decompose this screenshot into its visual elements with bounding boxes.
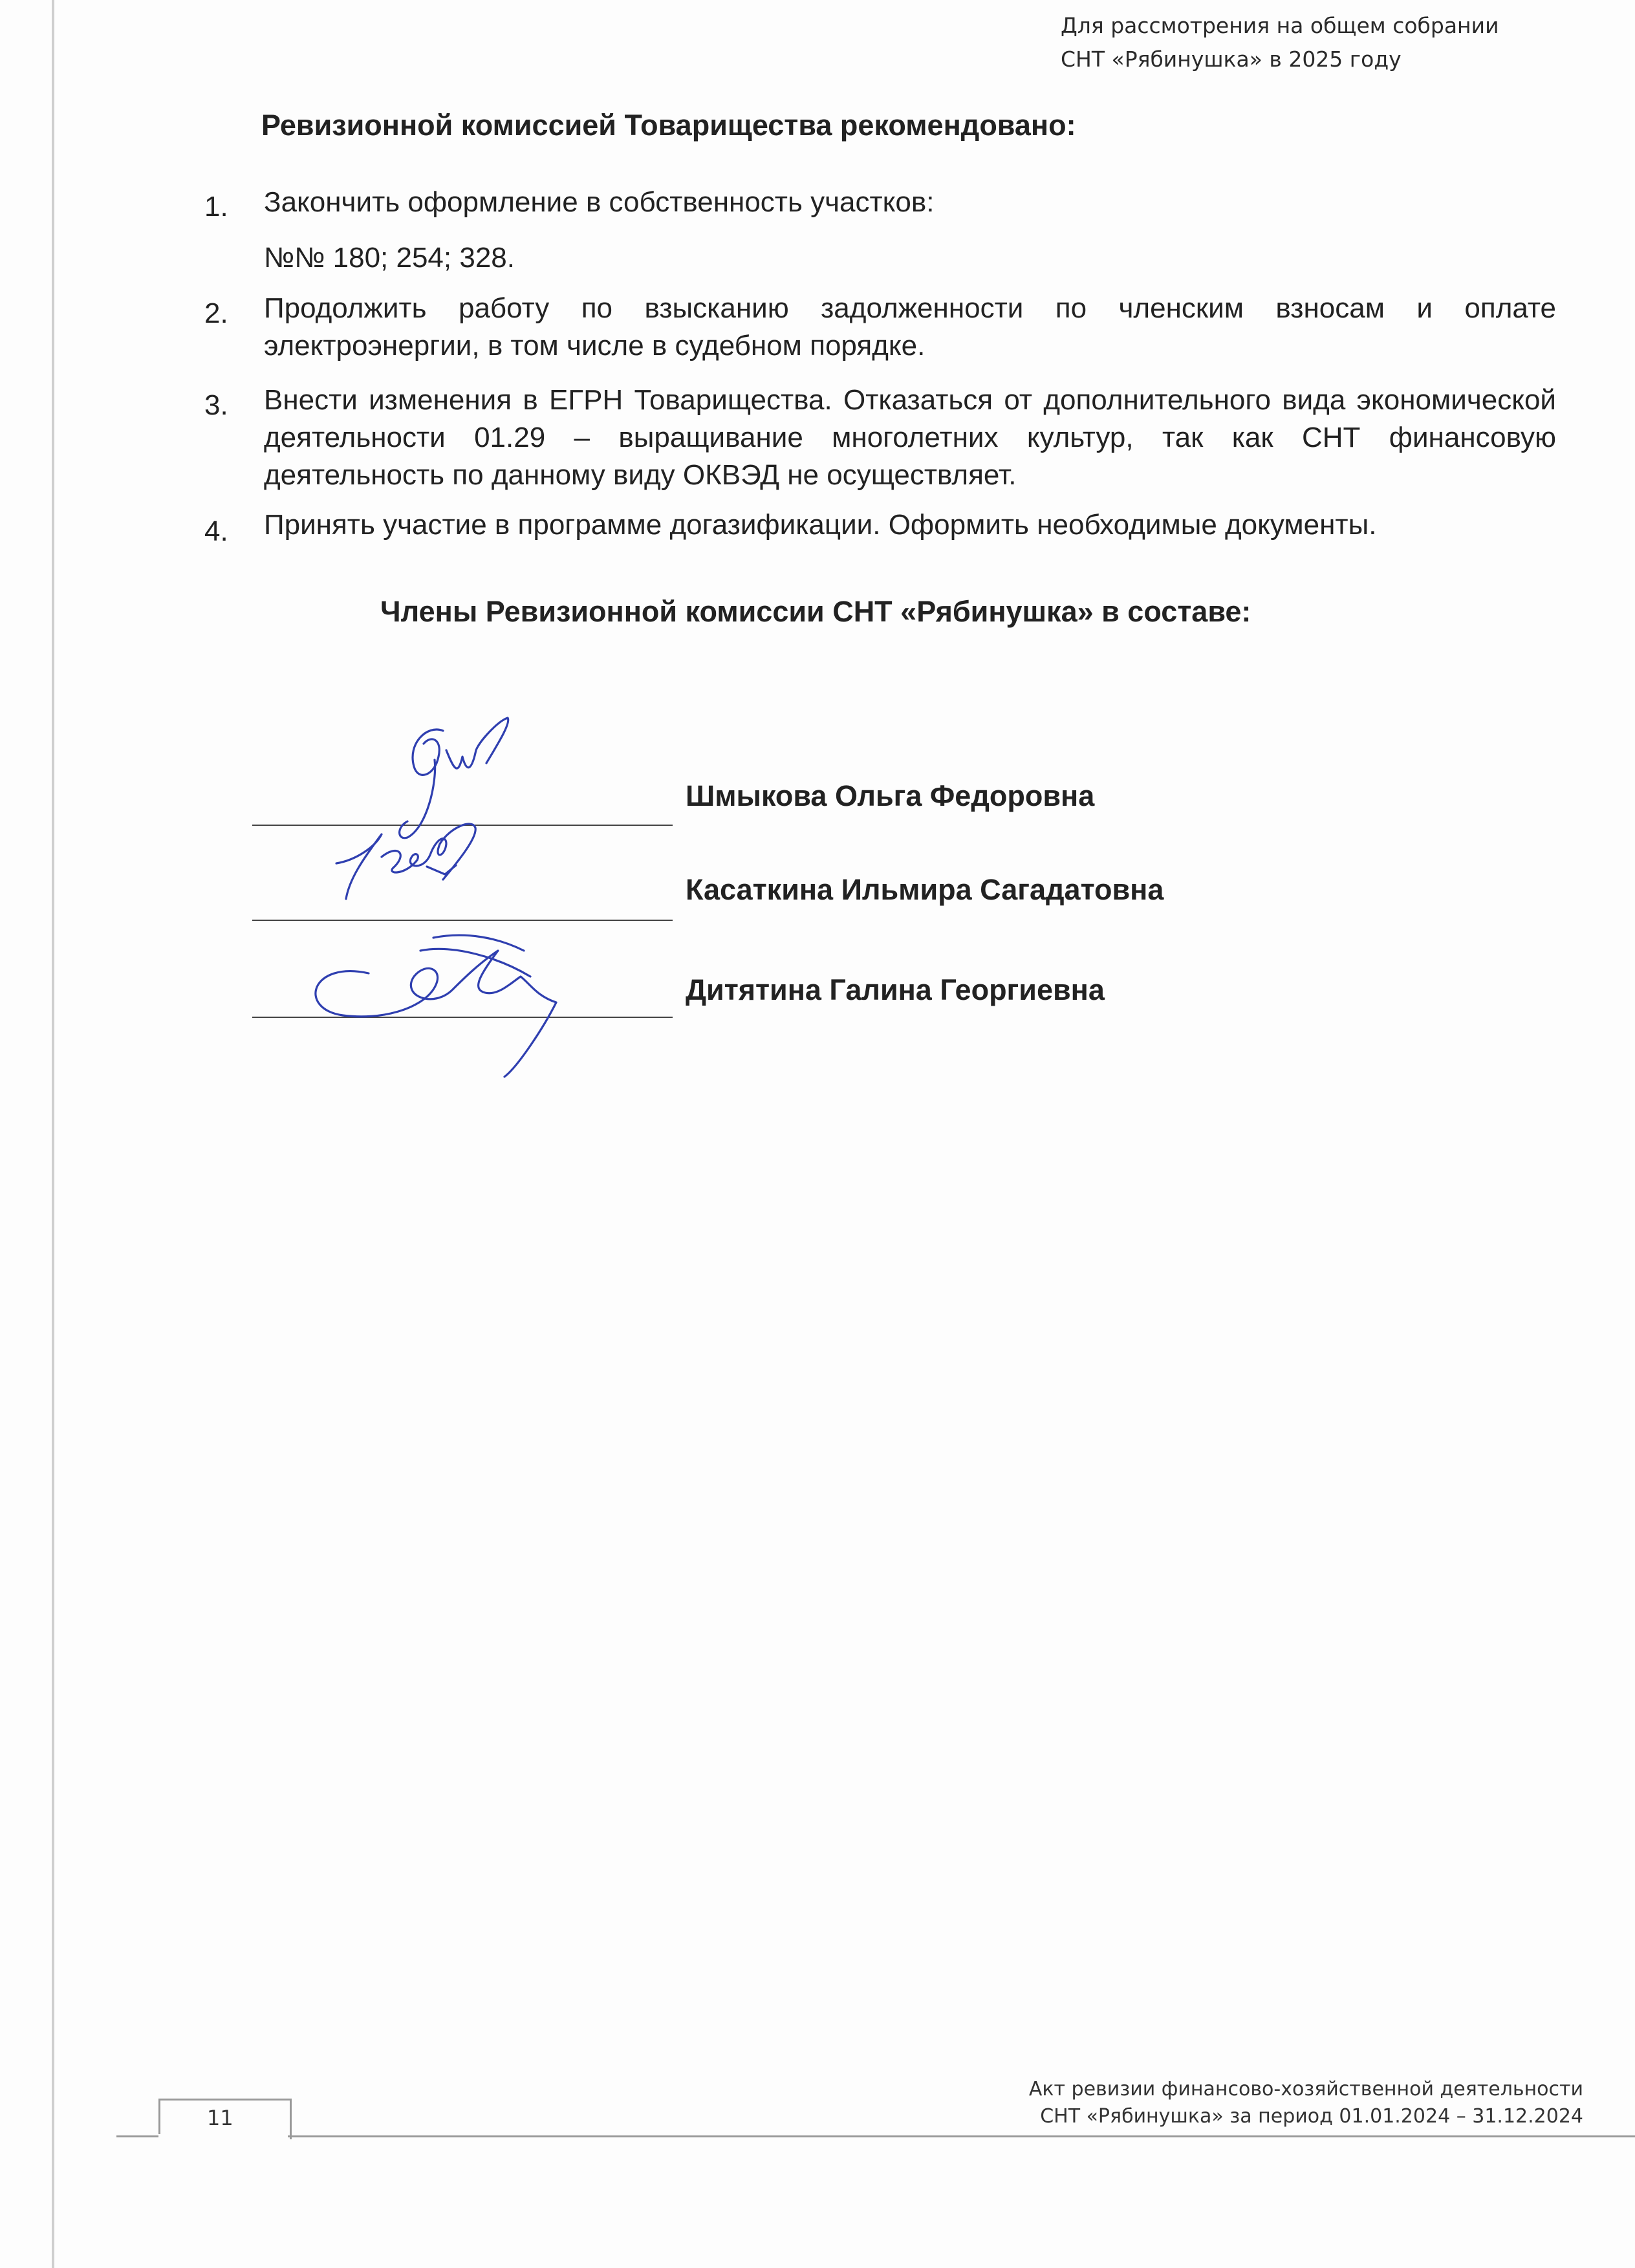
item-text-4: Принять участие в программе догазификации. Оформить необходимые документы.: [264, 509, 1377, 541]
item-text-2: Продолжить работу по взысканию задолженности по членским взносам и оплате электроэнергии, в том числе в судебном порядке.: [264, 292, 1556, 362]
item-text-1-line-1: Закончить оформление в собственность участков:: [264, 186, 935, 218]
item-text-3: Внести изменения в ЕГРН Товарищества. Отказаться от дополнительного вида экономической деятельности 01.29 – выращивание многолетних культур, так как СНТ финансовую деятельность по данному виду ОКВЭД не осуществляет.: [264, 384, 1556, 491]
member-name-1: Шмыкова Ольга Федоровна: [686, 779, 1095, 812]
signature-3: [316, 935, 556, 1077]
commission-heading: Члены Ревизионной комиссии СНТ «Рябинушка» в составе:: [380, 595, 1251, 628]
item-text-1-line-2: №№ 180; 254; 328.: [264, 242, 515, 274]
footer-note: [1029, 2076, 1583, 2130]
item-number-3: 3.: [204, 389, 228, 421]
page-number: 11: [207, 2106, 233, 2130]
footer-rule-gap: [158, 2134, 288, 2139]
handwritten-signatures: [285, 705, 621, 1080]
header-note: [1061, 9, 1617, 76]
member-name-2: Касаткина Ильмира Сагадатовна: [686, 873, 1164, 906]
signature-1: [400, 718, 508, 838]
footer-line-2: СНТ «Рябинушка» за период 01.01.2024 – 31.12.2024: [1040, 2105, 1583, 2128]
item-number-4: 4.: [204, 515, 228, 547]
footer-rule: [116, 2135, 1635, 2137]
item-number-1: 1.: [204, 191, 228, 222]
recommendations-heading: Ревизионной комиссией Товарищества рекомендовано:: [261, 109, 1076, 142]
header-line-1: Для рассмотрения на общем собрании: [1061, 13, 1499, 38]
footer-line-1: Акт ревизии финансово-хозяйственной деятельности: [1028, 2078, 1583, 2101]
member-name-3: Дитятина Галина Георгиевна: [686, 973, 1105, 1006]
signature-2: [336, 824, 475, 899]
header-line-2: СНТ «Рябинушка» в 2025 году: [1061, 47, 1402, 72]
page-left-edge: [52, 0, 54, 2268]
item-number-2: 2.: [204, 297, 228, 329]
